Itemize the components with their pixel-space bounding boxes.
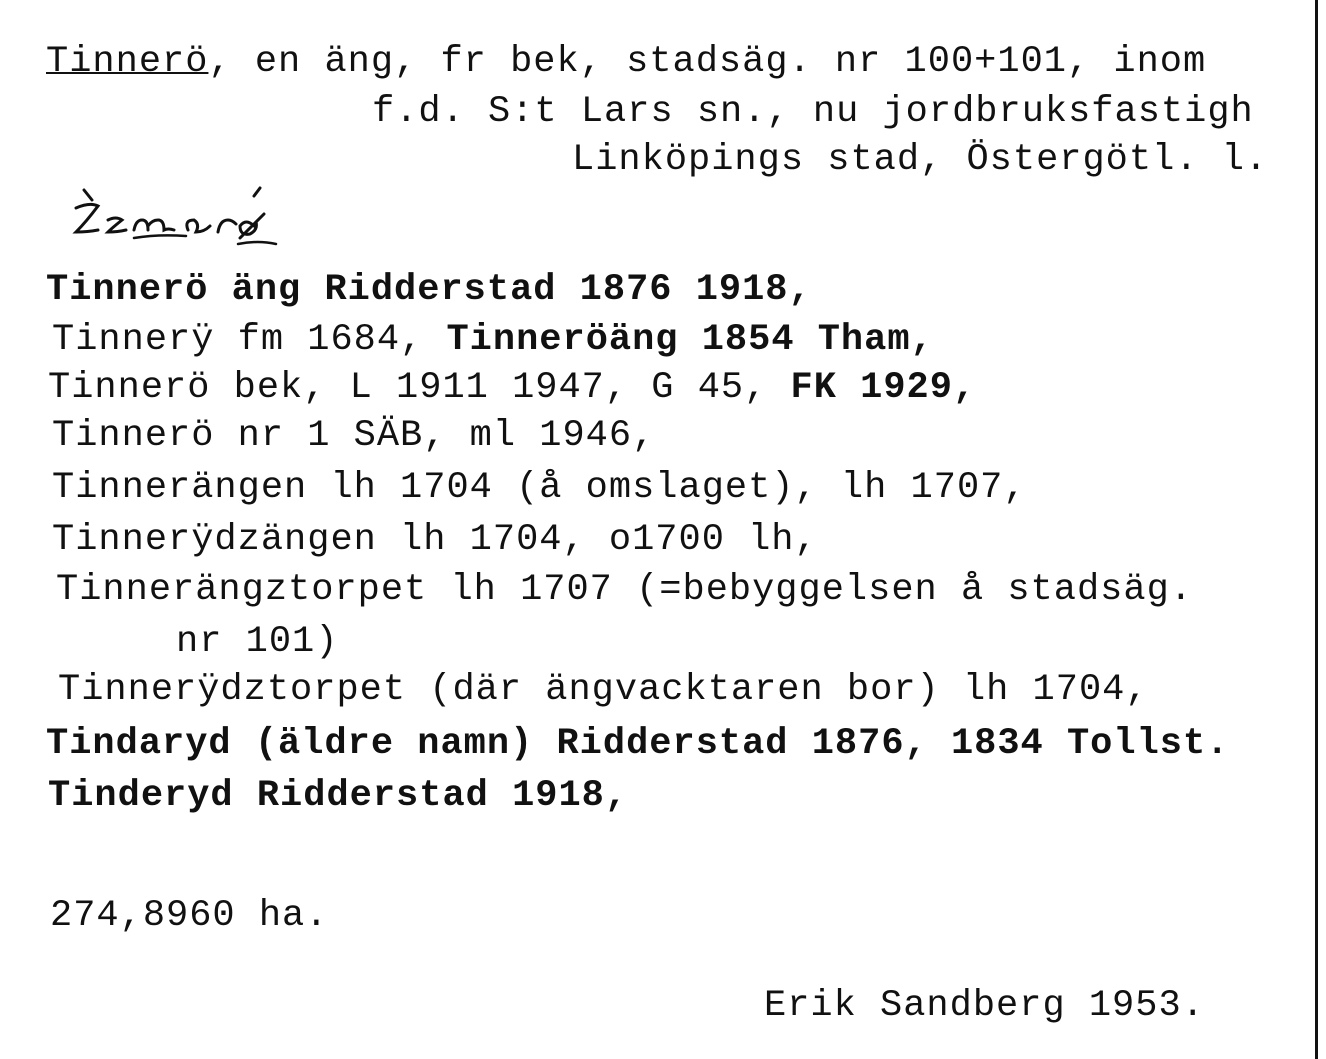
entry-line-1: Tinnerö äng Ridderstad 1876 1918, bbox=[46, 269, 812, 311]
header-line-1 bbox=[46, 40, 1206, 84]
entry-line-8: nr 101) bbox=[176, 621, 339, 663]
handwritten-note bbox=[68, 186, 318, 256]
entry-line-4: Tinnerö nr 1 SÄB, ml 1946, bbox=[52, 415, 656, 457]
signature: Erik Sandberg 1953. bbox=[764, 985, 1205, 1027]
entry-line-9: Tinnerÿdztorpet (där ängvacktaren bor) lh 1704, bbox=[58, 669, 1149, 711]
entry-line-6: Tinnerÿdzängen lh 1704, o1700 lh, bbox=[52, 519, 818, 561]
area-value: 274,8960 ha. bbox=[50, 895, 329, 937]
entry-line-2: Tinnerÿ fm 1684, Tinneröäng 1854 Tham, bbox=[52, 319, 934, 361]
entry-line-10: Tindaryd (äldre namn) Ridderstad 1876, 1834 Tollst. bbox=[46, 723, 1230, 765]
header-description: , en äng, fr bek, stadsäg. nr 100+101, inom bbox=[208, 41, 1207, 83]
entry-line-5: Tinnerängen lh 1704 (å omslaget), lh 1707, bbox=[52, 467, 1027, 509]
card-edge bbox=[1315, 0, 1318, 1059]
entry-line-7: Tinnerängztorpet lh 1707 (=bebyggelsen å stadsäg. bbox=[56, 569, 1193, 611]
entry-line-3: Tinnerö bek, L 1911 1947, G 45, FK 1929, bbox=[48, 367, 977, 409]
header-line-2: f.d. S:t Lars sn., nu jordbruksfastigh bbox=[372, 91, 1254, 133]
header-line-3: Linköpings stad, Östergötl. l. bbox=[572, 139, 1269, 181]
entry-line-11: Tinderyd Ridderstad 1918, bbox=[48, 775, 629, 817]
place-name: Tinnerö bbox=[46, 41, 209, 83]
